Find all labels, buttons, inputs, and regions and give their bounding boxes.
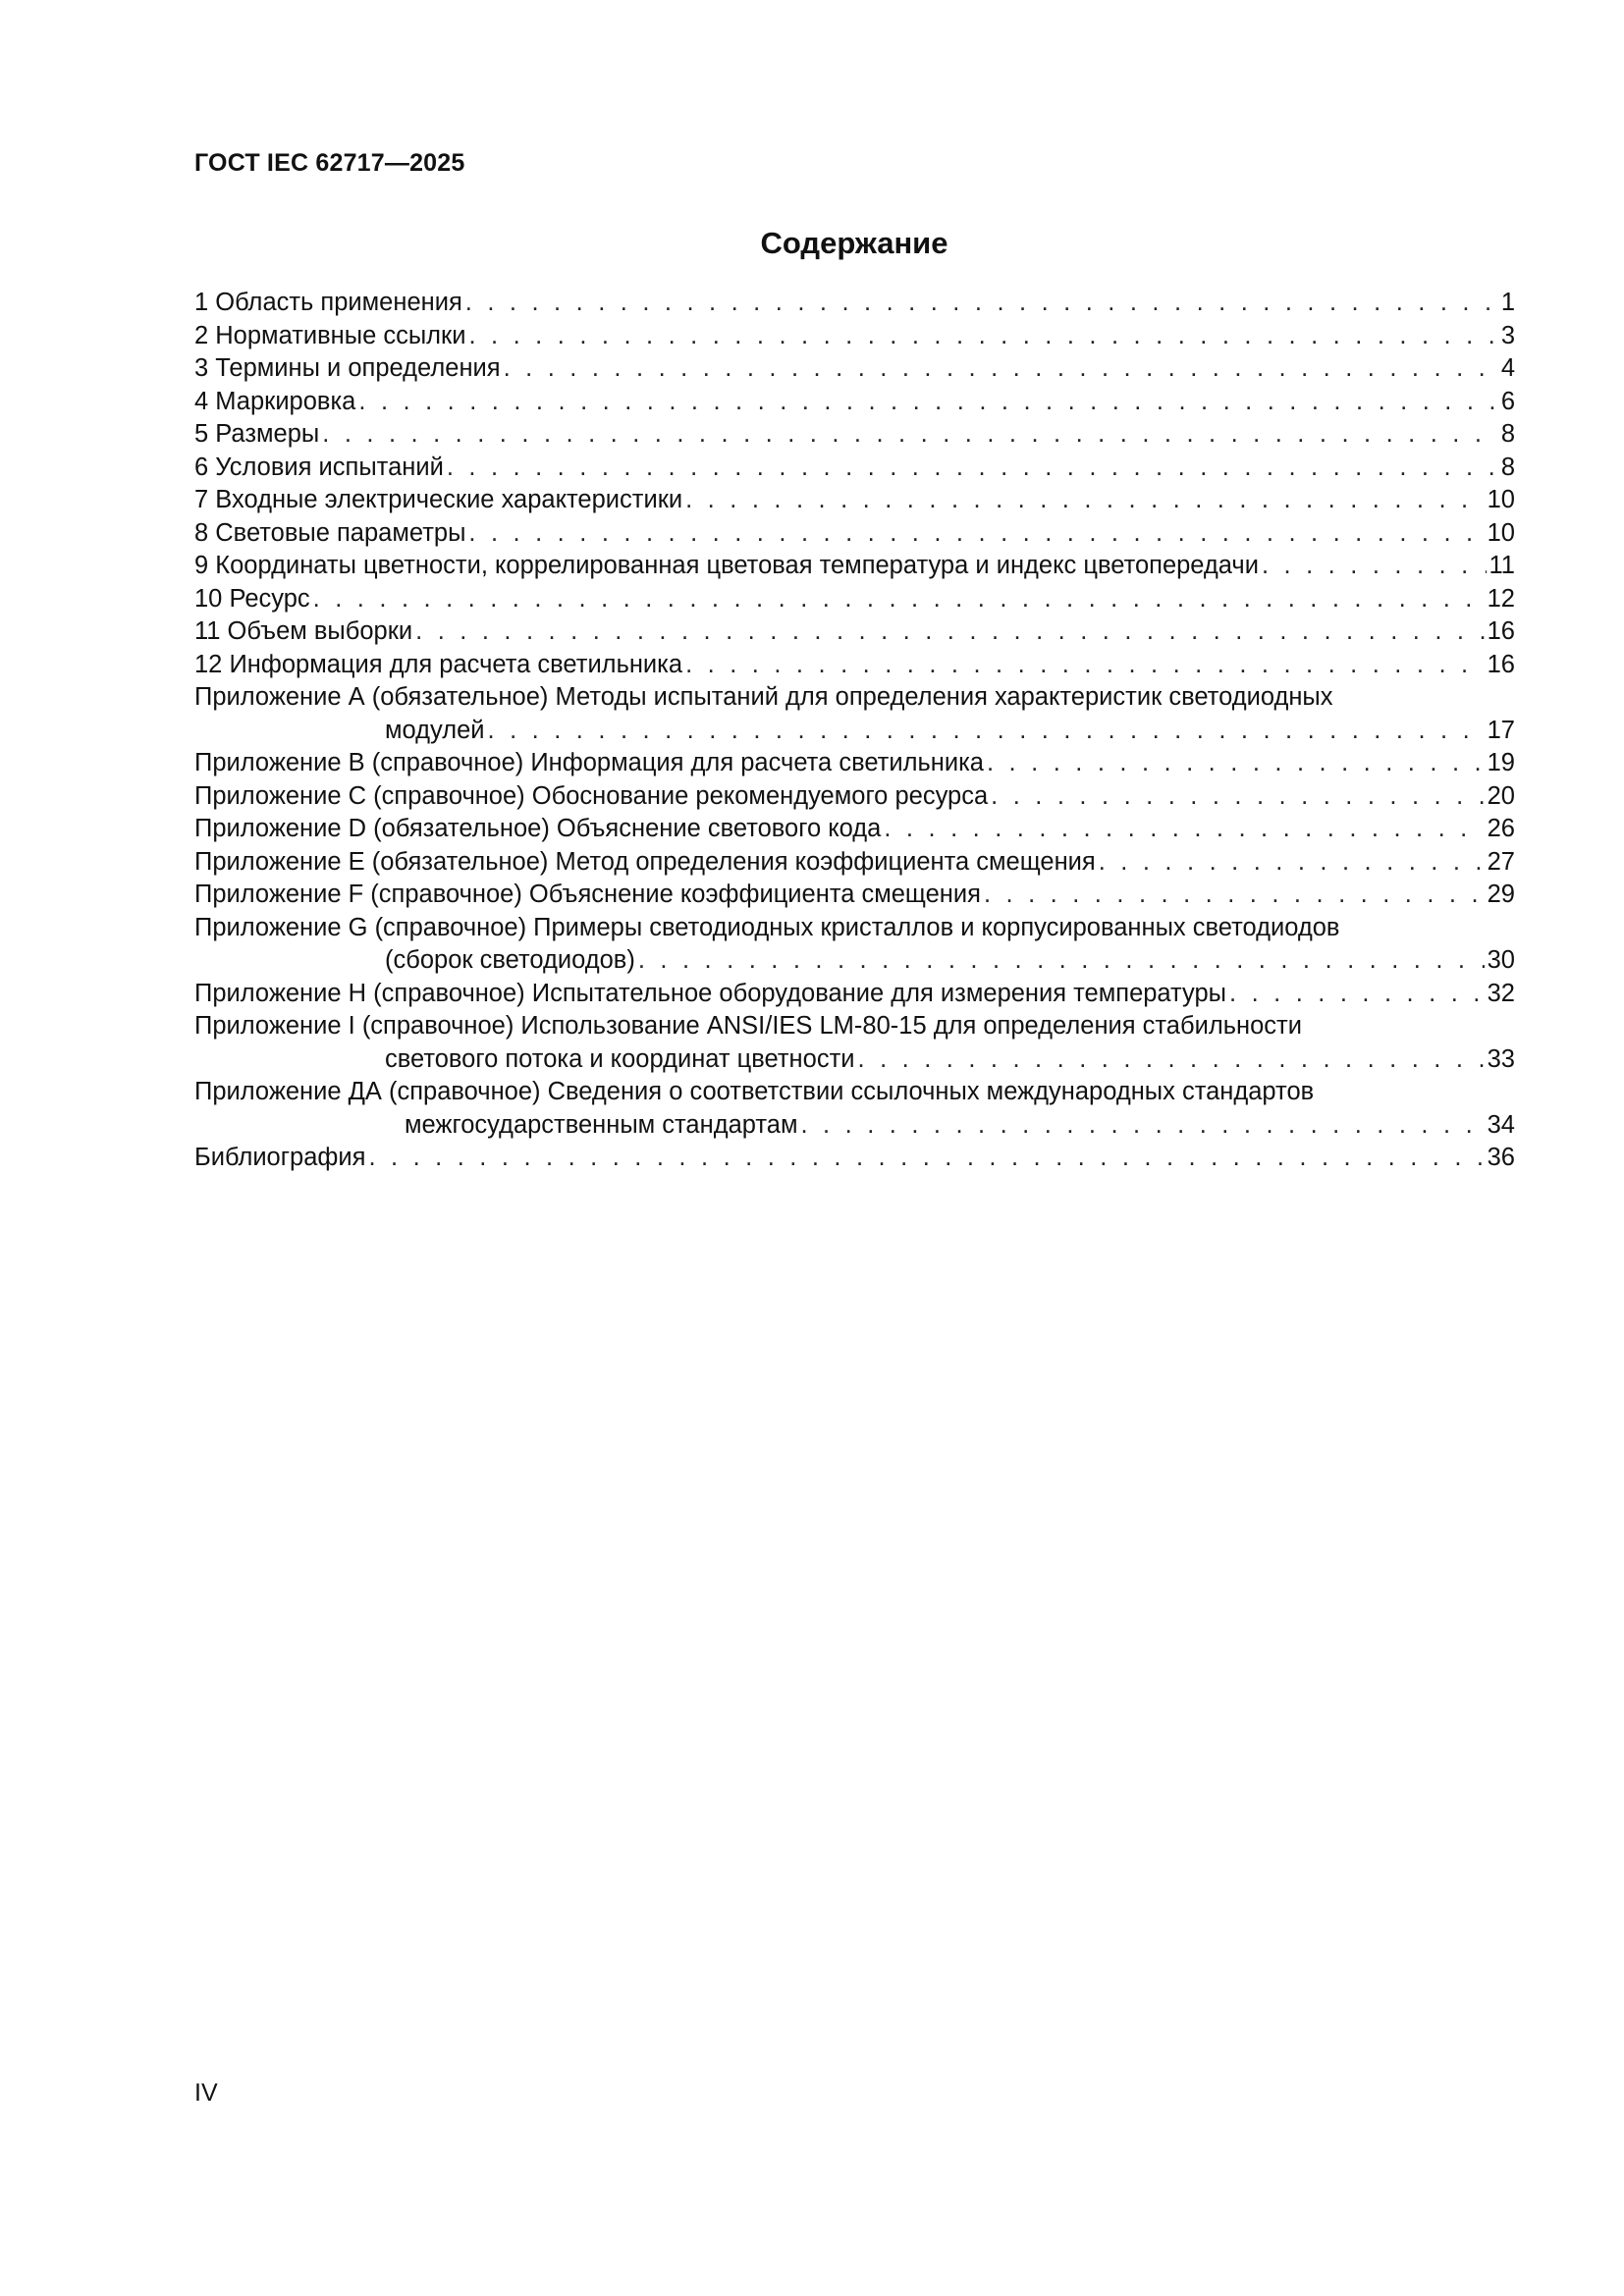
toc-entry-title-continuation: межгосударственным стандартам — [405, 1110, 798, 1139]
toc-page-number: 19 — [1487, 749, 1515, 776]
toc-entry-title-continuation: светового потока и координат цветности — [385, 1044, 855, 1073]
toc-entry-title: Приложение Е (обязательное) Метод определения коэффициента смещения — [194, 847, 1096, 876]
toc-title: Содержание — [760, 226, 948, 260]
dot-leader — [1229, 978, 1485, 1011]
toc-page-number: 30 — [1487, 946, 1515, 974]
toc-page-number: 8 — [1500, 420, 1515, 448]
toc-entry[interactable] — [194, 352, 1515, 386]
toc-entry[interactable] — [194, 1142, 1515, 1175]
toc-entry-title: Приложение С (справочное) Обоснование рекомендуемого ресурса — [194, 781, 989, 810]
toc-entry[interactable] — [194, 912, 1515, 978]
toc-entry-title: Приложение Н (справочное) Испытательное оборудование для измерения температуры — [194, 979, 1226, 1007]
toc-page-number: 10 — [1487, 518, 1515, 547]
toc-entry[interactable] — [194, 320, 1515, 353]
toc-entry-title: Приложение В (справочное) Информация для расчета светильника — [194, 749, 984, 776]
toc-entry[interactable] — [194, 583, 1515, 616]
toc-page-number: 36 — [1487, 1144, 1515, 1171]
toc-entry[interactable] — [194, 879, 1515, 912]
toc-page-number: 33 — [1487, 1044, 1515, 1073]
toc-page-number: 12 — [1487, 584, 1515, 613]
toc-page-number: 10 — [1487, 486, 1515, 513]
toc-entry-title: 9 Координаты цветности, коррелированная цветовая температура и индекс цветопередачи — [194, 552, 1259, 579]
toc-entry-title: 2 Нормативные ссылки — [194, 321, 466, 349]
toc-entry-title: 3 Термины и определения — [194, 354, 501, 382]
toc-entry[interactable] — [194, 780, 1515, 814]
toc-page-number: 16 — [1487, 650, 1515, 678]
table-of-contents — [194, 287, 1515, 1175]
toc-entry[interactable] — [194, 452, 1515, 485]
document-header-code: ГОСТ IEC 62717—2025 — [194, 149, 465, 177]
dot-leader — [1099, 846, 1485, 880]
toc-entry[interactable] — [194, 386, 1515, 419]
dot-leader — [800, 1109, 1484, 1143]
dot-leader — [488, 715, 1485, 748]
toc-entry-title: Приложение А (обязательное) Методы испытаний для определения характеристик светодиодных — [194, 683, 1333, 711]
toc-page-number: 26 — [1487, 815, 1515, 842]
toc-entry[interactable] — [194, 649, 1515, 682]
toc-entry-title-continuation: (сборок светодиодов) — [385, 946, 635, 974]
toc-entry[interactable] — [194, 813, 1515, 846]
toc-entry-title: 1 Область применения — [194, 289, 462, 316]
dot-leader — [468, 517, 1484, 551]
toc-entry[interactable] — [194, 550, 1515, 583]
toc-page-number: 34 — [1487, 1110, 1515, 1139]
toc-page-number: 17 — [1487, 716, 1515, 744]
toc-page-number: 3 — [1500, 321, 1515, 349]
toc-entry-title: 8 Световые параметры — [194, 518, 466, 547]
toc-page-number: 11 — [1489, 552, 1515, 579]
toc-entry[interactable] — [194, 1076, 1515, 1142]
toc-entry[interactable] — [194, 517, 1515, 551]
toc-page-number: 4 — [1500, 354, 1515, 382]
dot-leader — [1262, 550, 1487, 583]
dot-leader — [685, 484, 1485, 517]
toc-entry-title: 11 Объем выборки — [194, 617, 413, 645]
toc-entry-title: Приложение I (справочное) Использование ANSI/IES LM-80-15 для определения стабильности — [194, 1012, 1302, 1040]
dot-leader — [858, 1043, 1485, 1077]
toc-entry-title: 4 Маркировка — [194, 387, 356, 415]
toc-entry-title: Приложение ДА (справочное) Сведения о соответствии ссылочных международных стандартов — [194, 1078, 1315, 1105]
dot-leader — [368, 1142, 1484, 1175]
toc-entry-title: 10 Ресурс — [194, 584, 310, 613]
dot-leader — [465, 287, 1498, 320]
toc-entry-title-continuation: модулей — [385, 716, 485, 744]
dot-leader — [468, 320, 1497, 353]
toc-entry-title: 7 Входные электрические характеристики — [194, 486, 683, 513]
toc-entry[interactable] — [194, 418, 1515, 452]
toc-entry-title: Библиография — [194, 1144, 366, 1171]
toc-page-number: 6 — [1500, 387, 1515, 415]
toc-entry-title: 6 Условия испытаний — [194, 453, 444, 481]
dot-leader — [991, 780, 1484, 814]
dot-leader — [884, 813, 1484, 846]
dot-leader — [313, 583, 1485, 616]
toc-entry-title: 12 Информация для расчета светильника — [194, 650, 683, 678]
dot-leader — [685, 649, 1485, 682]
toc-page-number: 20 — [1487, 781, 1515, 810]
dot-leader — [987, 747, 1485, 780]
toc-entry[interactable] — [194, 484, 1515, 517]
toc-entry-title: Приложение D (обязательное) Объяснение светового кода — [194, 815, 882, 842]
dot-leader — [447, 452, 1498, 485]
toc-page-number: 16 — [1487, 617, 1515, 645]
toc-entry[interactable] — [194, 615, 1515, 649]
toc-entry[interactable] — [194, 978, 1515, 1011]
toc-entry-title: Приложение G (справочное) Примеры светодиодных кристаллов и корпусированных светодиодов — [194, 913, 1340, 941]
dot-leader — [322, 418, 1498, 452]
toc-page-number: 32 — [1487, 979, 1515, 1007]
dot-leader — [415, 615, 1484, 649]
dot-leader — [504, 352, 1498, 386]
toc-entry[interactable] — [194, 287, 1515, 320]
dot-leader — [358, 386, 1497, 419]
toc-entry-title: 5 Размеры — [194, 420, 320, 448]
dot-leader — [638, 944, 1485, 978]
toc-page-number: 8 — [1500, 453, 1515, 481]
toc-page-number: 29 — [1487, 881, 1515, 908]
toc-entry[interactable] — [194, 681, 1515, 747]
toc-page-number: 27 — [1487, 847, 1515, 876]
toc-entry[interactable] — [194, 1010, 1515, 1076]
toc-entry[interactable] — [194, 846, 1515, 880]
toc-entry[interactable] — [194, 747, 1515, 780]
toc-page-number: 1 — [1500, 289, 1515, 316]
page-number: IV — [194, 2079, 218, 2107]
toc-entry-title: Приложение F (справочное) Объяснение коэффициента смещения — [194, 881, 981, 908]
dot-leader — [984, 879, 1485, 912]
